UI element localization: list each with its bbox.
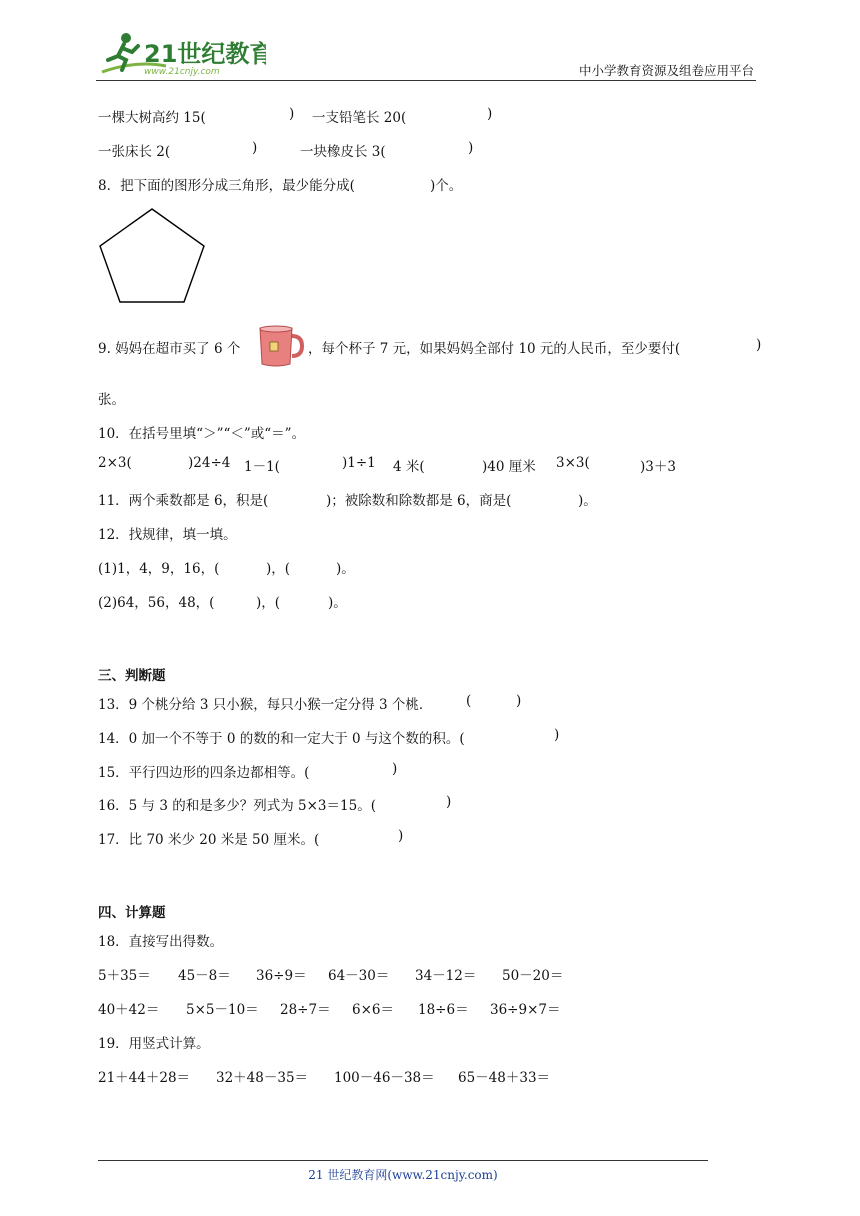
logo-text: 21世纪教育 (144, 40, 266, 68)
question-8-tail: )个。 (430, 178, 463, 194)
compare-2-left: 1－1( (244, 459, 280, 475)
sequence-2-end: )。 (328, 595, 347, 611)
footer-link[interactable]: 21 世纪教育网(www.21cnjy.com) (308, 1168, 498, 1182)
header-divider (96, 80, 756, 81)
question-18-text: 18．直接写出得数。 (98, 934, 224, 950)
sequence-2-start: (2)64，56，48，( (98, 595, 215, 611)
question-15-text: 15．平行四边形的四条边都相等。( (98, 765, 310, 781)
section-3-heading: 三、判断题 (98, 668, 166, 684)
calc-item: 64－30＝ (328, 968, 390, 984)
question-14-text: 14．0 加一个不等于 0 的数的和一定大于 0 与这个数的积。( (98, 731, 465, 747)
sequence-2-mid: )，( (256, 595, 281, 611)
calc-item: 6×6＝ (352, 1002, 394, 1018)
sequence-1-end: )。 (336, 561, 355, 577)
calc-item: 32＋48－35＝ (216, 1070, 309, 1086)
cup-icon (256, 324, 304, 368)
calc-item: 18÷6＝ (418, 1002, 469, 1018)
compare-2-right: )1÷1 (342, 455, 376, 471)
compare-4-right: )3＋3 (640, 459, 676, 475)
sequence-1-start: (1)1，4，9，16，( (98, 561, 220, 577)
calc-item: 28÷7＝ (280, 1002, 331, 1018)
calc-item: 100－46－38＝ (334, 1070, 435, 1086)
question-19-text: 19．用竖式计算。 (98, 1036, 210, 1052)
paren-close: ) (487, 106, 493, 122)
paren-close: ) (289, 106, 295, 122)
paren-close: ) (516, 693, 522, 709)
measure-tree-label: 一棵大树高约 15( (98, 110, 206, 126)
calc-item: 65－48＋33＝ (458, 1070, 551, 1086)
compare-3-right: )40 厘米 (482, 459, 536, 475)
measure-bed-label: 一张床长 2( (98, 144, 171, 160)
platform-title: 中小学教育资源及组卷应用平台 (578, 63, 754, 78)
compare-4-left: 3×3( (556, 455, 590, 471)
calc-item: 21＋44＋28＝ (98, 1070, 191, 1086)
question-10-text: 10．在括号里填“＞”“＜”或“＝”。 (98, 426, 306, 442)
paren-close: ) (554, 727, 560, 743)
paren-close: ) (252, 140, 258, 156)
calc-item: 40＋42＝ (98, 1002, 160, 1018)
question-8-text: 8．把下面的图形分成三角形，最少能分成( (98, 178, 355, 194)
question-13-text: 13．9 个桃分给 3 只小猴，每只小猴一定分得 3 个桃． (98, 697, 433, 713)
question-9-text: 9. 妈妈在超市买了 6 个 (98, 341, 241, 357)
calc-item: 34－12＝ (415, 968, 477, 984)
calc-item: 36÷9×7＝ (490, 1002, 561, 1018)
paren-close: ) (398, 828, 404, 844)
measure-pencil-label: 一支铅笔长 20( (312, 110, 407, 126)
sequence-1-mid: )，( (266, 561, 291, 577)
question-11-tail: )。 (578, 493, 597, 509)
paren-close: ) (756, 337, 762, 353)
question-12-text: 12．找规律，填一填。 (98, 527, 237, 543)
question-16-text: 16．5 与 3 的和是多少？列式为 5×3＝15。( (98, 798, 376, 814)
paren-open: ( (466, 693, 472, 709)
calc-item: 5×5－10＝ (186, 1002, 259, 1018)
logo-url: www.21cnjy.com (144, 67, 220, 77)
calc-item: 5＋35＝ (98, 968, 151, 984)
calc-item: 45－8＝ (178, 968, 231, 984)
compare-1-right: )24÷4 (188, 455, 231, 471)
question-11-text-cont: )；被除数和除数都是 6，商是( (326, 493, 512, 509)
compare-1-left: 2×3( (98, 455, 132, 471)
measure-eraser-label: 一块橡皮长 3( (300, 144, 386, 160)
question-9-text-cont: ，每个杯子 7 元，如果妈妈全部付 10 元的人民币，至少要付( (308, 341, 681, 357)
question-9-unit: 张。 (98, 392, 125, 408)
footer-divider (98, 1160, 708, 1161)
calc-item: 36÷9＝ (256, 968, 307, 984)
paren-close: ) (468, 140, 474, 156)
paren-close: ) (392, 761, 398, 777)
compare-3-left: 4 米( (393, 459, 425, 475)
paren-close: ) (446, 794, 452, 810)
section-4-heading: 四、计算题 (98, 905, 166, 921)
question-17-text: 17．比 70 米少 20 米是 50 厘米。( (98, 832, 320, 848)
calc-item: 50－20＝ (502, 968, 564, 984)
pentagon-figure (98, 206, 208, 306)
question-11-text: 11．两个乘数都是 6，积是( (98, 493, 269, 509)
